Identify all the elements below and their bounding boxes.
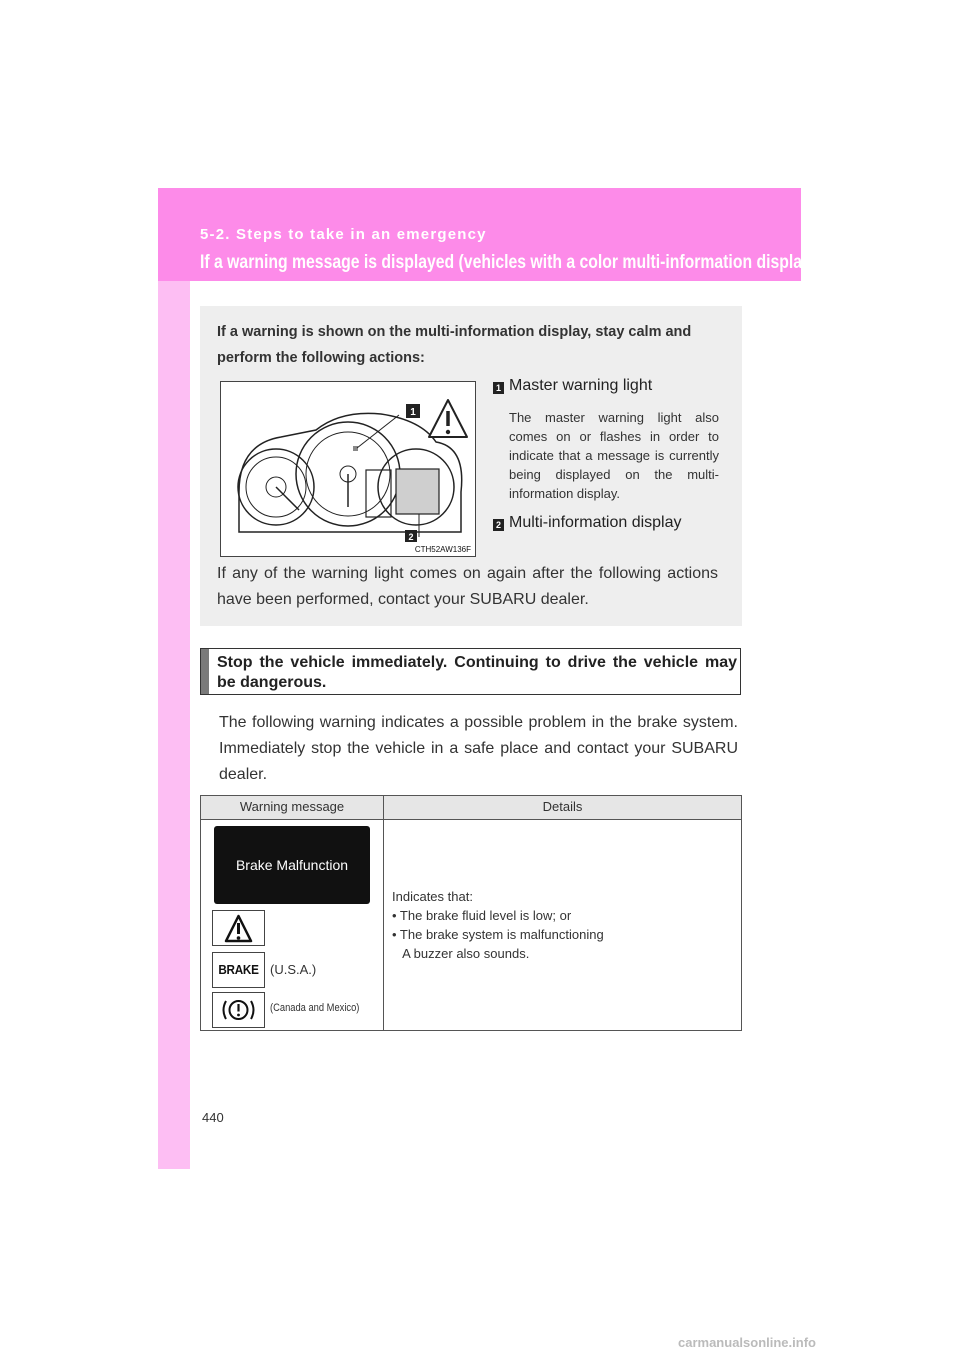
callout-title: Master warning light (509, 377, 653, 394)
header-warning-message: Warning message (239, 799, 345, 814)
instrument-cluster-figure (220, 381, 476, 557)
canada-mexico-label: (Canada and Mexico) (270, 1002, 360, 1014)
header-details: Details (542, 799, 583, 814)
section-label: 5-2. Steps to take in an emergency (200, 226, 487, 243)
page-title: If a warning message is displayed (vehicles with a color multi-information display) (200, 252, 817, 273)
warning-table (200, 795, 742, 1031)
instrument-cluster-drawing (221, 382, 475, 556)
callout-number: 1 (493, 382, 504, 394)
usa-label: (U.S.A.) (270, 962, 317, 977)
warning-heading: Stop the vehicle immediately. Continuing to drive the vehicle may be dangerous. (217, 654, 737, 691)
svg-text:2: 2 (408, 532, 414, 542)
brake-icon-text: BRAKE (218, 962, 259, 977)
figure-code: CTH52AW136F (414, 545, 471, 554)
details-line: • The brake system is malfunctioning (392, 927, 604, 942)
heading-bar (201, 649, 209, 694)
details-text (392, 887, 732, 963)
side-tab (158, 281, 190, 1169)
svg-text:1: 1 (410, 407, 416, 418)
callout-title: Multi-information display (509, 514, 682, 531)
column-divider (383, 796, 384, 1030)
callout-number: 2 (493, 519, 504, 531)
callout-description: The master warning light also comes on or flashes in order to indicate that a message is currently being displayed on the multi-information display. (509, 410, 719, 501)
intro-text: If a warning is shown on the multi-information display, stay calm and perform the following actions: (217, 324, 692, 366)
master-warning-icon (212, 910, 265, 946)
details-line: A buzzer also sounds. (392, 946, 530, 961)
brake-warning-circle-icon (212, 992, 265, 1028)
info-note: If any of the warning light comes on again after the following actions have been performed, contact your SUBARU dealer. (217, 565, 718, 608)
warning-heading-box (200, 648, 741, 695)
brake-icon (212, 952, 265, 988)
brake-malfunction-display: Brake Malfunction (214, 826, 370, 904)
details-line: Indicates that: (392, 889, 473, 904)
page-number: 440 (202, 1110, 224, 1125)
details-line: • The brake fluid level is low; or (392, 908, 572, 923)
body-paragraph: The following warning indicates a possible problem in the brake system. Immediately stop the vehicle in a safe place and contact your SUBARU dealer. (219, 714, 738, 783)
watermark: carmanualsonline.info (678, 1335, 816, 1350)
